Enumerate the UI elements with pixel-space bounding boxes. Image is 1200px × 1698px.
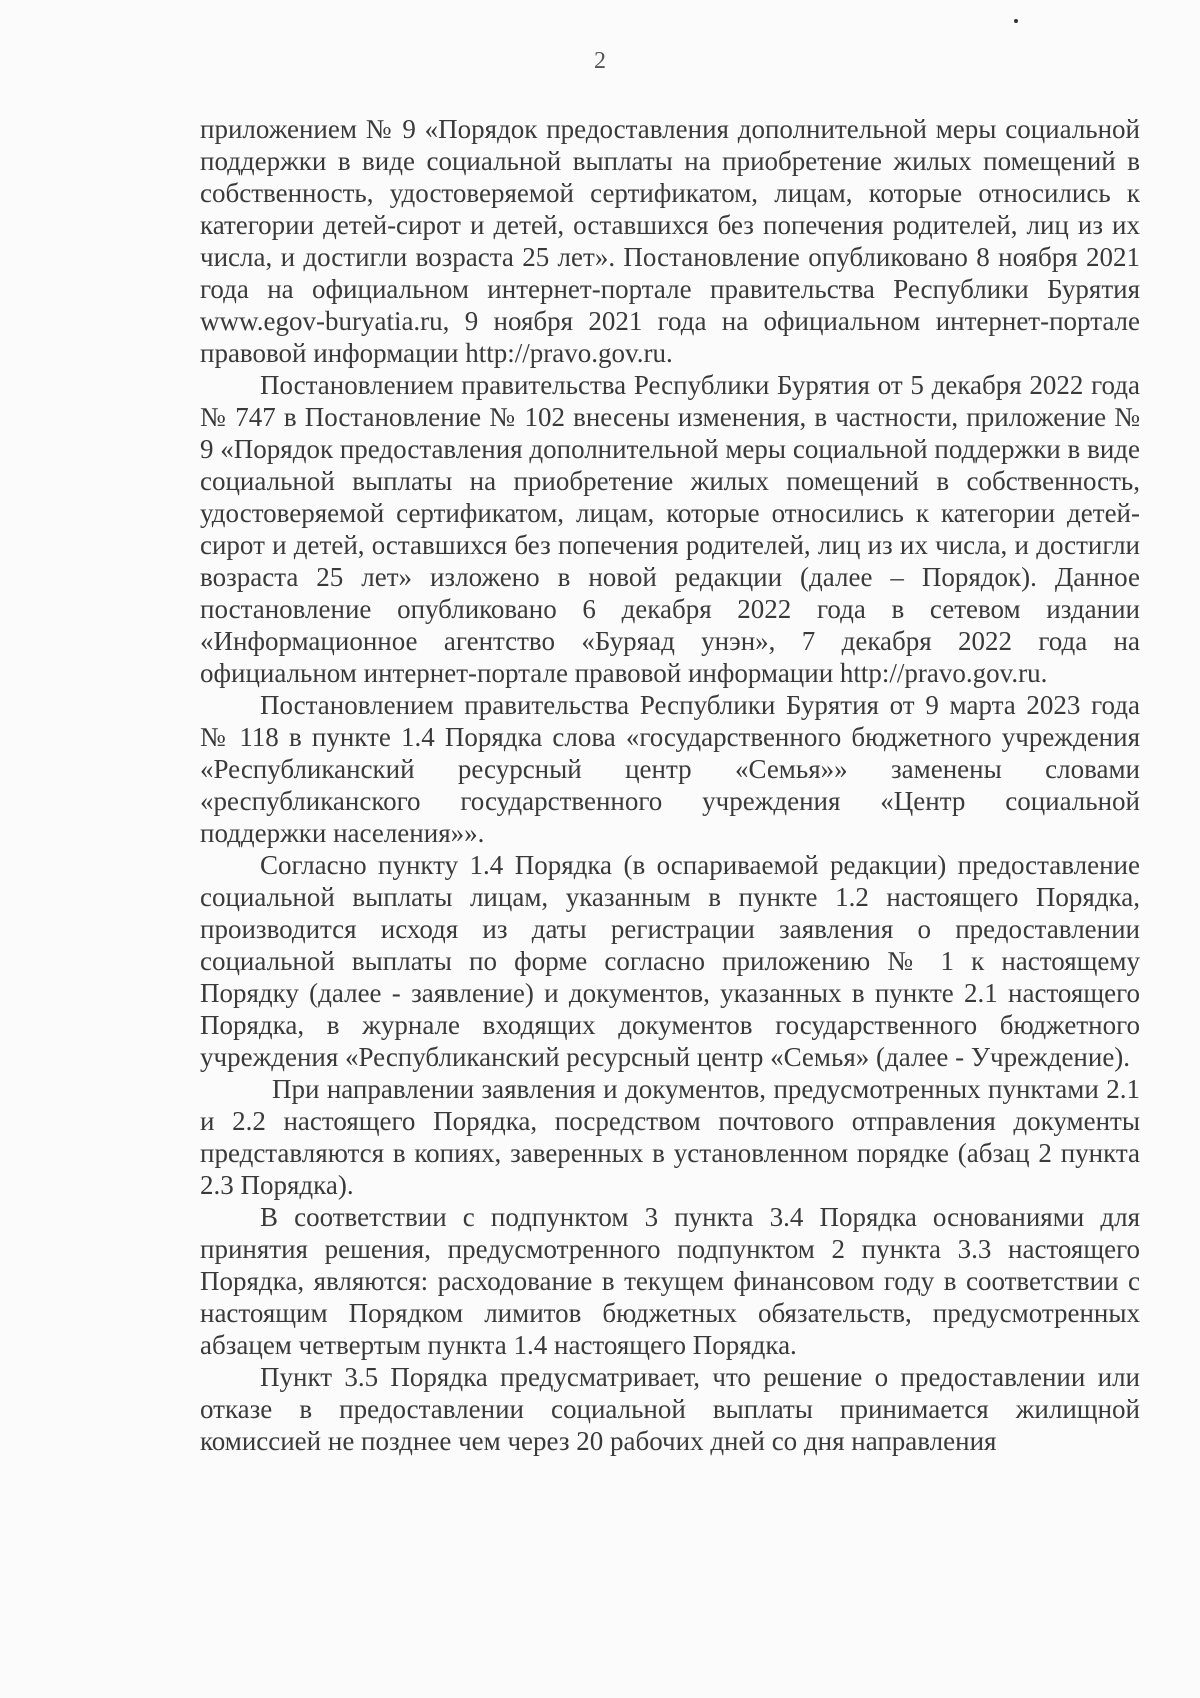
paragraph-7: Пункт 3.5 Порядка предусматривает, что решение о предоставлении или отказе в предоставлении социальной выплаты принимается жилищной комиссией не позднее чем через 20 рабочих дней со дня направления <box>200 1362 1140 1456</box>
document-body <box>200 113 1140 1457</box>
paragraph-2: Постановлением правительства Республики Бурятия от 5 декабря 2022 года № 747 в Постановление № 102 внесены изменения, в частности, приложение № 9 «Порядок предоставления дополнительной меры социальной поддержки в виде социальной выплаты на приобретение жилых помещений в собственность, удостоверяемой сертификатом, лицам, которые относились к категории детей-сирот и детей, оставшихся без попечения родителей, лиц из их числа, и достигли возраста 25 лет» изложено в новой редакции (далее – Порядок). Данное постановление опубликовано 6 декабря 2022 года в сетевом издании «Информационное агентство «Буряад унэн», 7 декабря 2022 года на официальном интернет-портале правовой информации http://pravo.gov.ru. <box>200 370 1140 688</box>
paragraph-3: Постановлением правительства Республики Бурятия от 9 марта 2023 года № 118 в пункте 1.4 Порядка слова «государственного бюджетного учреждения «Республиканский ресурсный центр «Семья»» заменены словами «республиканского государственного учреждения «Центр социальной поддержки населения»». <box>200 690 1140 848</box>
paragraph-5: При направлении заявления и документов, предусмотренных пунктами 2.1 и 2.2 настоящего Порядка, посредством почтового отправления документы представляются в копиях, заверенных в установленном порядке (абзац 2 пункта 2.3 Порядка). <box>200 1074 1140 1200</box>
page-number: 2 <box>594 48 606 74</box>
paragraph-6: В соответствии с подпунктом 3 пункта 3.4 Порядка основаниями для принятия решения, предусмотренного подпунктом 2 пункта 3.3 настоящего Порядка, являются: расходование в текущем финансовом году в соответствии с настоящим Порядком лимитов бюджетных обязательств, предусмотренных абзацем четвертым пункта 1.4 настоящего Порядка. <box>200 1202 1140 1360</box>
scan-dot-mark <box>1014 19 1018 23</box>
paragraph-4: Согласно пункту 1.4 Порядка (в оспариваемой редакции) предоставление социальной выплаты лицам, указанным в пункте 1.2 настоящего Порядка, производится исходя из даты регистрации заявления о предоставлении социальной выплаты по форме согласно приложению № 1 к настоящему Порядку (далее - заявление) и документов, указанных в пункте 2.1 настоящего Порядка, в журнале входящих документов государственного бюджетного учреждения «Республиканский ресурсный центр «Семья» (далее - Учреждение). <box>200 850 1140 1072</box>
paragraph-1: приложением № 9 «Порядок предоставления дополнительной меры социальной поддержки в виде социальной выплаты на приобретение жилых помещений в собственность, удостоверяемой сертификатом, лицам, которые относились к категории детей-сирот и детей, оставшихся без попечения родителей, лиц из их числа, и достигли возраста 25 лет». Постановление опубликовано 8 ноября 2021 года на официальном интернет-портале правительства Республики Бурятия www.egov-buryatia.ru, 9 ноября 2021 года на официальном интернет-портале правовой информации http://pravo.gov.ru. <box>200 114 1140 368</box>
